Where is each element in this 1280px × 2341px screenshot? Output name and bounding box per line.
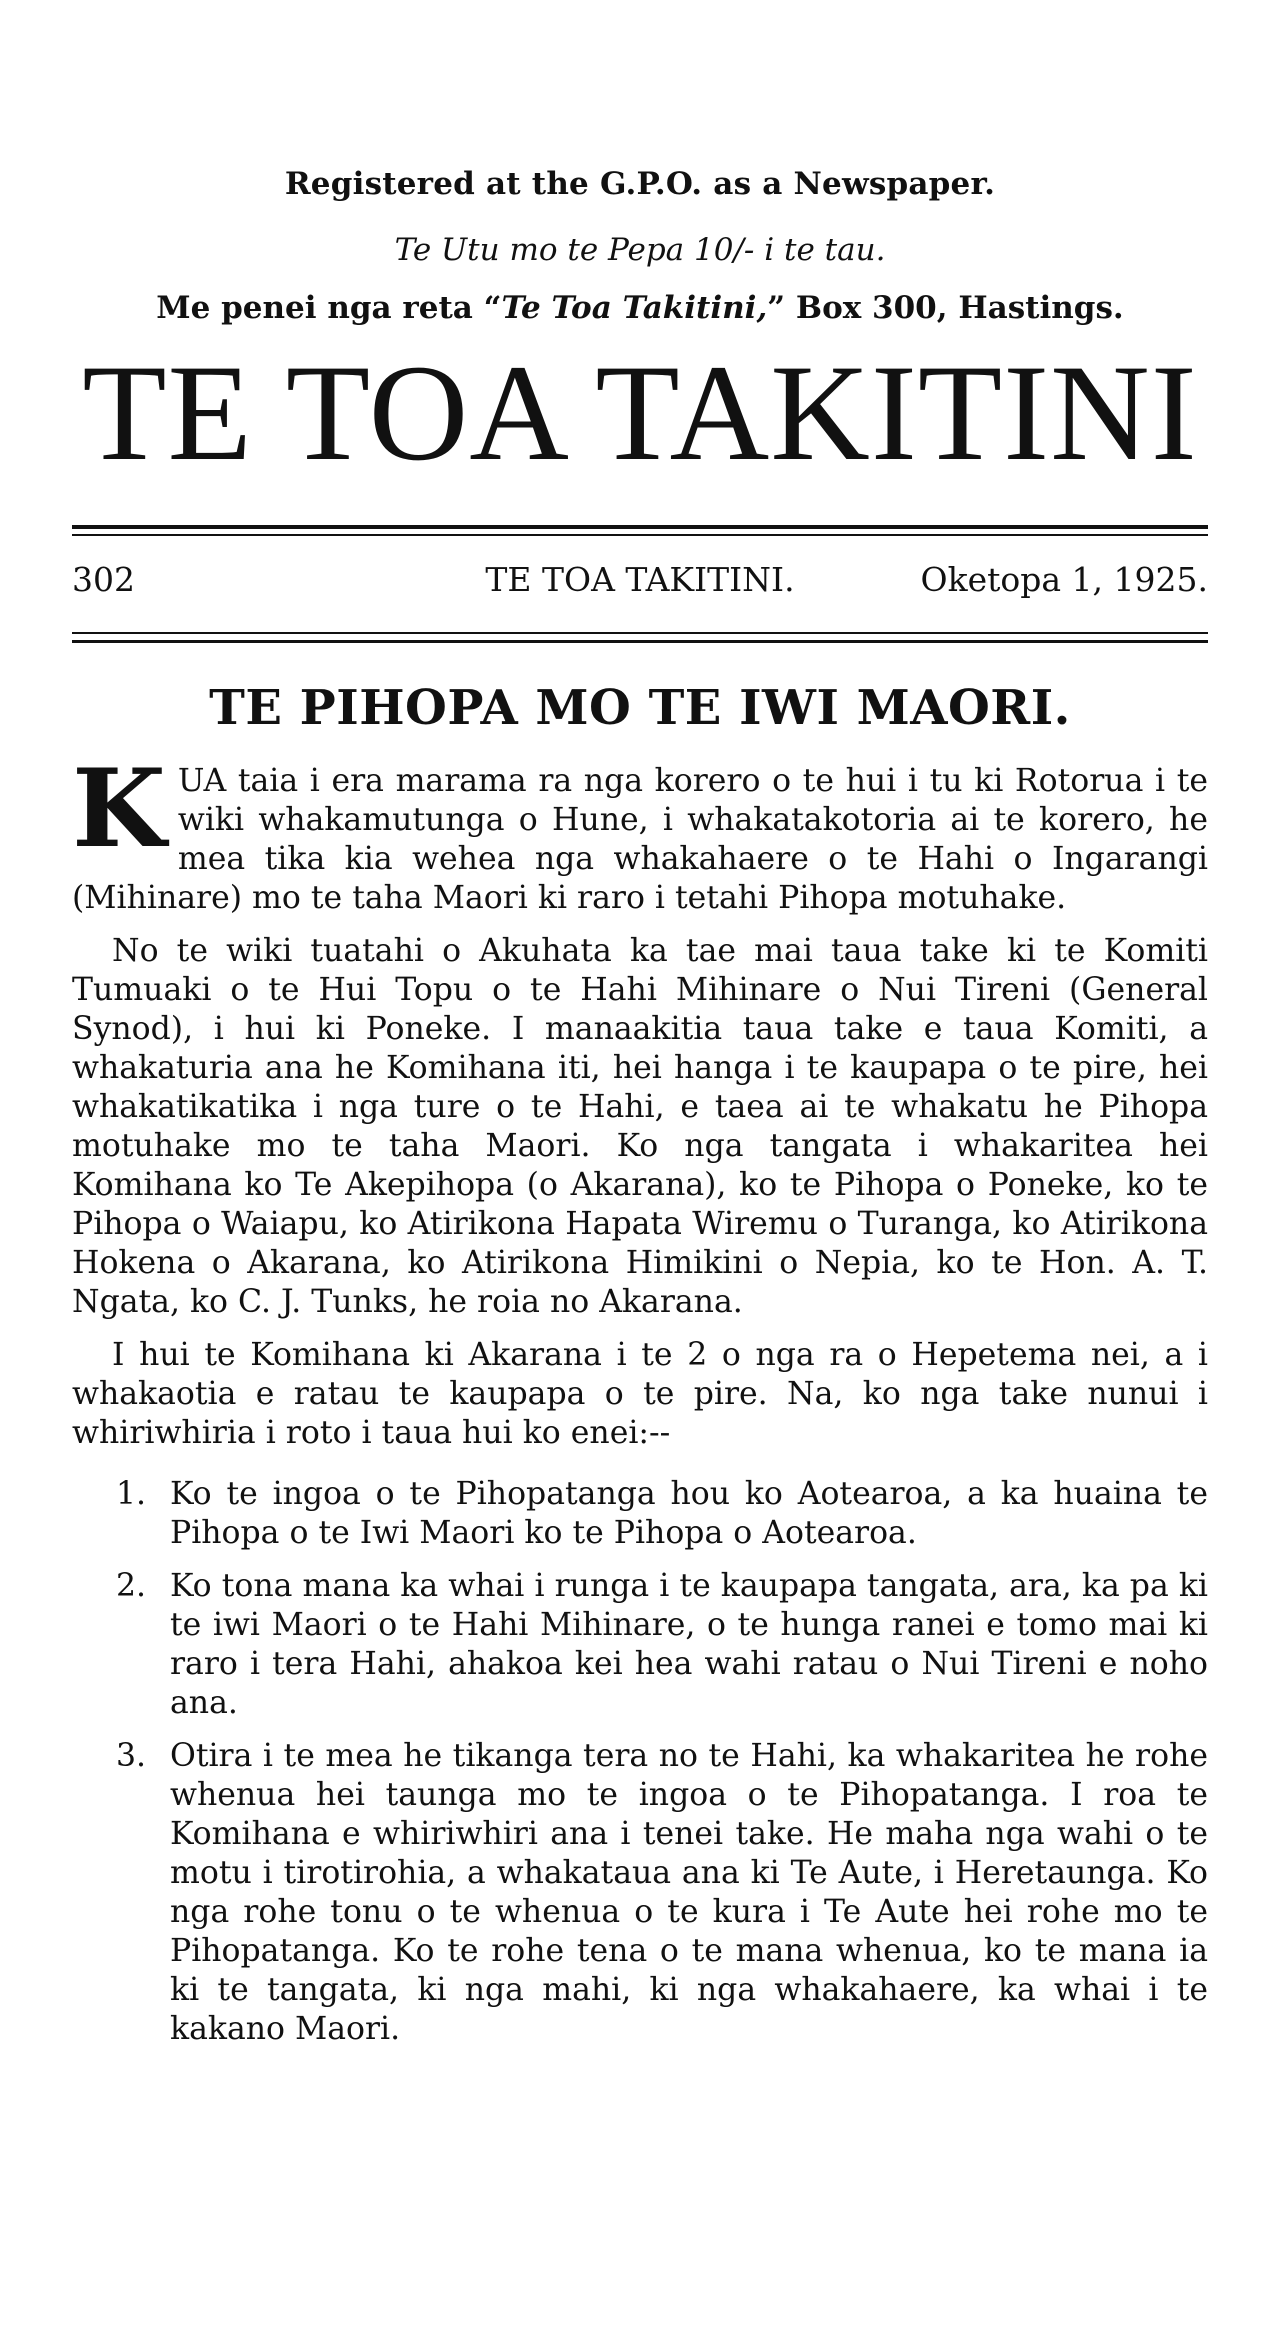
list-item-number: 2. [116,1568,147,1604]
registration-notice: Registered at the G.P.O. as a Newspaper. [284,166,996,202]
top-rule-thick [72,525,1208,529]
list-item [72,1475,1208,1553]
masthead-title: TE TOA TAKITINI [82,336,1198,489]
list-item-text: Otira i te mea he tikanga tera no te Hahi, ka whakaritea he rohe whenua hei taunga mo te ingoa o te Pihopatanga. I roa te Komihana e whiriwhiri ana i tenei take. He maha nga wahi o te motu i tirotirohia, a whakataua ana ki Te Aute, i Heretaunga. Ko nga rohe tonu o te whenua o te kura i Te Aute hei rohe mo te Pihopatanga. Ko te rohe tena o te mana whenua, ko te mana ia ki te tangata, ki nga mahi, ki nga whakahaere, ka whai i te kakano Maori. [170,1738,1208,2047]
list-item [72,1737,1208,2049]
bottom-rule-thick [72,640,1208,643]
paragraph-1-text: UA taia i era marama ra nga korero o te hui i tu ki Rotorua i te wiki whakamutunga o Hune, i whakatakotoria ai te korero, he mea tika kia wehea nga whakahaere o te Hahi o Ingarangi (Mihinare) mo te taha Maori ki raro i tetahi Pihopa motuhake. [72,763,1208,916]
paragraph-1 [72,746,1208,918]
mailing-address [72,290,1208,326]
address-before: Me penei nga reta “ [156,290,502,326]
numbered-list [72,1475,1208,2049]
drop-cap: K [72,746,166,872]
address-after: ” Box 300, Hastings. [767,290,1124,326]
article-body [72,746,1208,2063]
bottom-rule-thin [72,632,1208,634]
folio-title: TE TOA TAKITINI. [485,560,795,599]
list-item-number: 3. [116,1738,147,1774]
list-item-number: 1. [116,1476,147,1512]
list-item [72,1567,1208,1723]
folio-line [72,560,1208,612]
list-item-text: Ko tona mana ka whai i runga i te kaupapa tangata, ara, ka pa ki te iwi Maori o te Hahi Mihinare, o te hunga ranei e tomo mai ki raro i tera Hahi, ahakoa kei hea wahi ratau o Nui Tireni e noho ana. [170,1568,1208,1721]
address-paper-name: Te Toa Takitini, [501,290,768,326]
article-heading: TE PIHOPA MO TE IWI MAORI. [209,680,1071,736]
issue-date: Oketopa 1, 1925. [920,560,1208,599]
page-number: 302 [72,560,135,599]
list-item-text: Ko te ingoa o te Pihopatanga hou ko Aotearoa, a ka huaina te Pihopa o te Iwi Maori ko te Pihopa o Aotearoa. [170,1476,1208,1551]
newspaper-page [72,0,1208,2341]
top-rule-thin [72,534,1208,536]
subscription-price: Te Utu mo te Pepa 10/- i te tau. [394,232,886,268]
paragraph-2: No te wiki tuatahi o Akuhata ka tae mai taua take ki te Komiti Tumuaki o te Hui Topu o te Hahi Mihinare o Nui Tireni (General Synod), i hui ki Poneke. I manaakitia taua take e taua Komiti, a whakaturia ana he Komihana iti, hei hanga i te kaupapa o te pire, hei whakatikatika i nga ture o te Hahi, e taea ai te whakatu he Pihopa motuhake mo te taha Maori. Ko nga tangata i whakaritea hei Komihana ko Te Akepihopa (o Akarana), ko te Pihopa o Poneke, ko te Pihopa o Waiapu, ko Atirikona Hapata Wiremu o Turanga, ko Atirikona Hokena o Akarana, ko Atirikona Himikini o Nepia, ko te Hon. A. T. Ngata, ko C. J. Tunks, he roia no Akarana. [72,933,1208,1320]
paragraph-3: I hui te Komihana ki Akarana i te 2 o nga ra o Hepetema nei, a i whakaotia e ratau te kaupapa o te pire. Na, ko nga take nunui i whiriwhiria i roto i taua hui ko enei:-- [72,1337,1208,1451]
